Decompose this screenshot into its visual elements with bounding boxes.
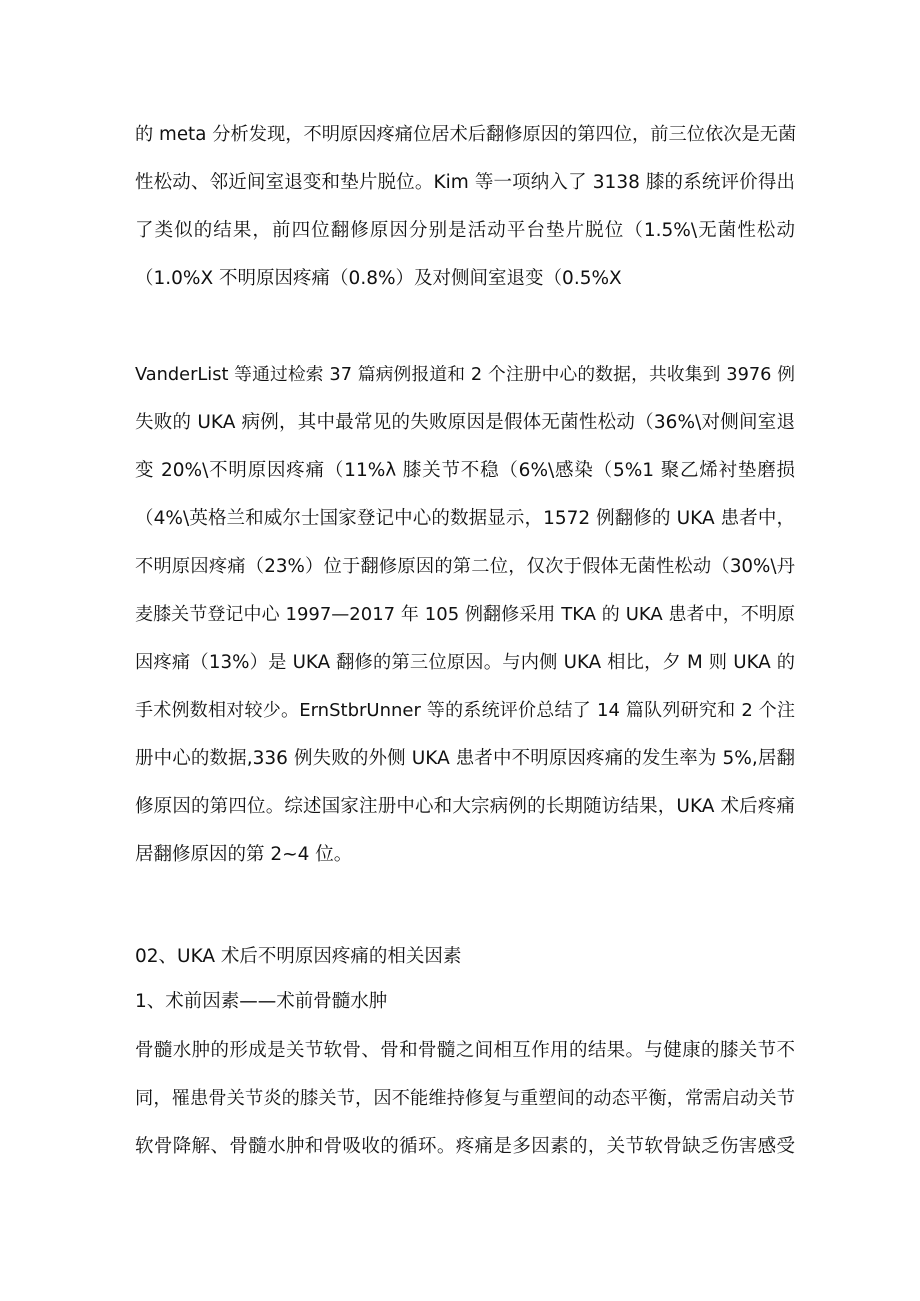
text-line: （4%\英格兰和威尔士国家登记中心的数据显示，1572 例翻修的 UKA 患者中，: [135, 508, 795, 529]
text-line: （1.0%X 不明原因疼痛（0.8%）及对侧间室退变（0.5%X: [135, 268, 622, 289]
text-line: 失败的 UKA 病例，其中最常见的失败原因是假体无菌性松动（36%\对侧间室退: [135, 412, 795, 433]
text-line: 了类似的结果，前四位翻修原因分别是活动平台垫片脱位（1.5%\无菌性松动: [135, 220, 795, 241]
text-line: 因疼痛（13%）是 UKA 翻修的第三位原因。与内侧 UKA 相比，夕 M 则 UKA 的: [135, 652, 795, 673]
text-line: 同，罹患骨关节炎的膝关节，因不能维持修复与重塑间的动态平衡，常需启动关节: [135, 1088, 795, 1109]
subsection-heading: 1、术前因素——术前骨髓水肿: [135, 991, 388, 1012]
text-line: 软骨降解、骨髓水肿和骨吸收的循环。疼痛是多因素的，关节软骨缺乏伤害感受: [135, 1136, 795, 1157]
text-line: 变 20%\不明原因疼痛（11%λ 膝关节不稳（6%\感染（5%1 聚乙烯衬垫磨损: [135, 460, 795, 481]
text-line: 性松动、邻近间室退变和垫片脱位。Kim 等一项纳入了 3138 膝的系统评价得出: [135, 172, 795, 193]
text-line: 的 meta 分析发现，不明原因疼痛位居术后翻修原因的第四位，前三位依次是无菌: [135, 124, 797, 145]
text-line: 手术例数相对较少。ErnStbrUnner 等的系统评价总结了 14 篇队列研究和 2 个注: [135, 700, 795, 721]
section-heading: 02、UKA 术后不明原因疼痛的相关因素: [135, 946, 462, 967]
text-line: VanderList 等通过检索 37 篇病例报道和 2 个注册中心的数据，共收集到 3976 例: [135, 365, 795, 385]
text-line: 修原因的第四位。综述国家注册中心和大宗病例的长期随访结果，UKA 术后疼痛: [135, 796, 795, 817]
text-line: 骨髓水肿的形成是关节软骨、骨和骨髓之间相互作用的结果。与健康的膝关节不: [135, 1040, 795, 1061]
text-line: 不明原因疼痛（23%）位于翻修原因的第二位，仅次于假体无菌性松动（30%\丹: [135, 556, 795, 577]
text-line: 麦膝关节登记中心 1997—2017 年 105 例翻修采用 TKA 的 UKA 患者中，不明原: [135, 604, 795, 625]
text-line: 册中心的数据,336 例失败的外侧 UKA 患者中不明原因疼痛的发生率为 5%,居翻: [135, 748, 795, 769]
text-line: 居翻修原因的第 2~4 位。: [135, 844, 353, 865]
